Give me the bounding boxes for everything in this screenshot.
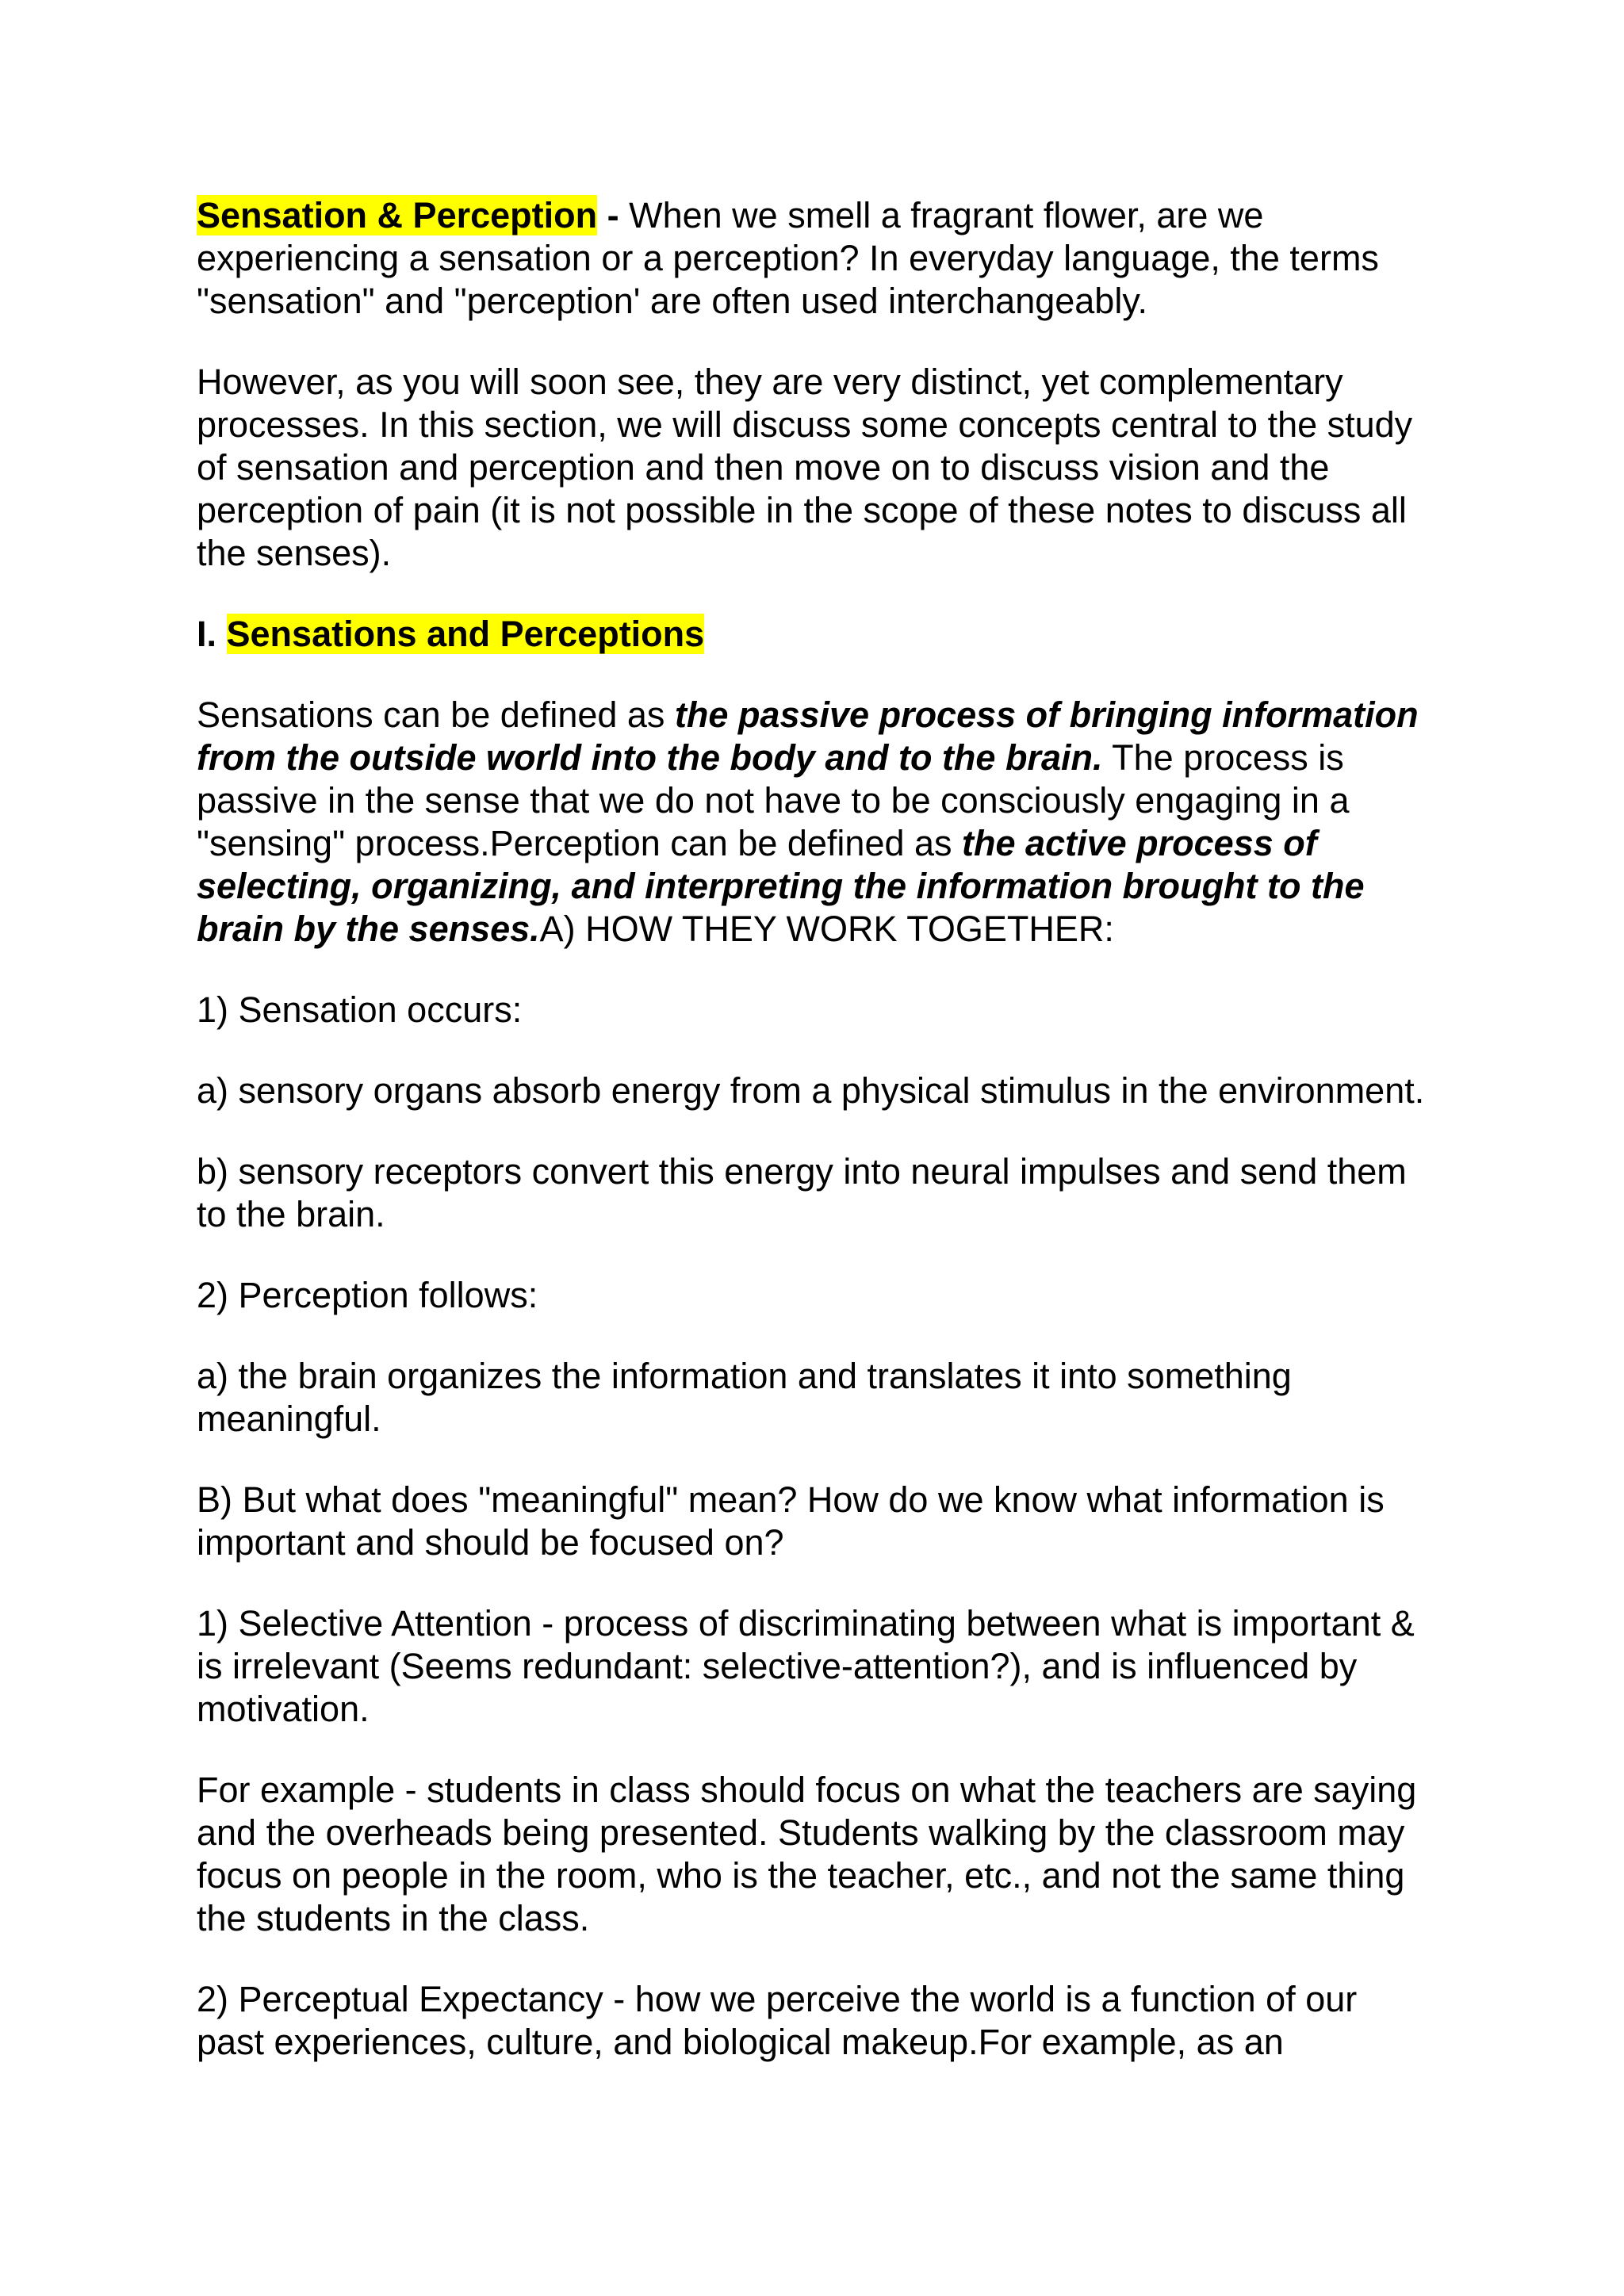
perceptual-expectancy-item: 2) Perceptual Expectancy - how we perceive the world is a function of our past experiences, culture, and biological makeup.For example, as an [197, 1979, 1358, 2062]
def-perception-bold: the active process of selecting, organizing, and interpreting the information brought to the brain by the senses. [197, 823, 1365, 949]
definitions-paragraph [197, 694, 1434, 951]
document-body [197, 194, 1434, 2102]
section-heading-1 [197, 613, 1434, 656]
example-paragraph: For example - students in class should focus on what the teachers are saying and the overheads being presented. Students walking by the classroom may focus on people in the room, who is the teacher, etc., and not the same thing the students in the class. [197, 1770, 1417, 1938]
def-perception-lead: The process is passive in the sense that we do not have to be consciously engaging in a "sensing" process.Perception can be defined as [197, 737, 1350, 863]
section-number: I. [197, 614, 227, 654]
list-item-sensation: 1) Sensation occurs: [197, 989, 523, 1030]
list-item-sensation-b: b) sensory receptors convert this energy into neural impulses and send them to the brain. [197, 1151, 1407, 1234]
section-title: Sensations and Perceptions [226, 614, 705, 654]
intro-title: Sensation & Perception [197, 195, 598, 235]
intro-dash: - [597, 195, 630, 235]
list-item-perception-a: a) the brain organizes the information and translates it into something meaningful. [197, 1356, 1292, 1439]
intro-paragraph [197, 194, 1434, 323]
part-b-question: B) But what does "meaningful" mean? How do we know what information is important and should be focused on? [197, 1479, 1385, 1563]
list-item-sensation-a: a) sensory organs absorb energy from a physical stimulus in the environment. [197, 1070, 1425, 1111]
def-sensation-lead: Sensations can be defined as [197, 695, 675, 735]
how-they-work-heading: A) HOW THEY WORK TOGETHER: [539, 909, 1114, 949]
intro-text: When we smell a fragrant flower, are we experiencing a sensation or a perception? In everyday language, the terms "sensation" and "perception' are often used interchangeably. [197, 195, 1379, 321]
selective-attention-item: 1) Selective Attention - process of discriminating between what is important & is irrelevant (Seems redundant: selective-attention?), and is influenced by motivation. [197, 1603, 1415, 1729]
list-item-perception: 2) Perception follows: [197, 1275, 538, 1315]
paragraph-however: However, as you will soon see, they are very distinct, yet complementary processes. In this section, we will discuss some concepts central to the study of sensation and perception and then move on to discuss vision and the perception of pain (it is not possible in the scope of these notes to discuss all the senses). [197, 362, 1413, 573]
def-sensation-bold: the passive process of bringing information from the outside world into the body and to the brain. [197, 695, 1419, 778]
